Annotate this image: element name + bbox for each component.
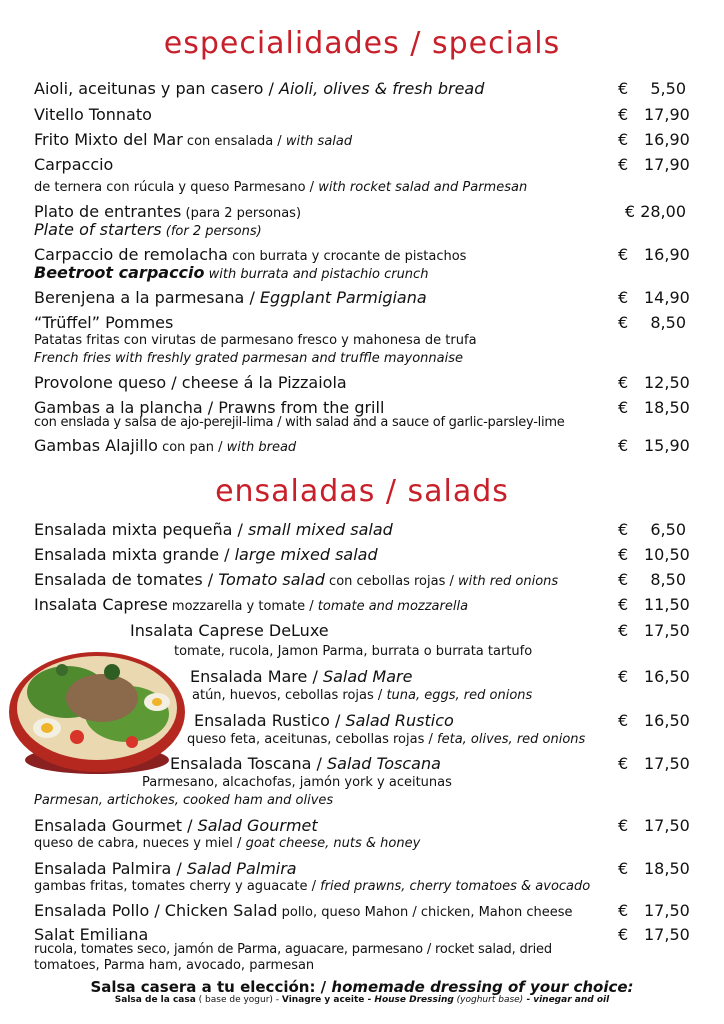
item-name-en: Plate of starters (for 2 persons)	[34, 220, 262, 239]
item-description: con enslada y salsa de ajo-perejil-lima / with salad and a sauce of garlic-parsley-lime	[34, 415, 565, 430]
item-name-en: Aioli, olives & fresh bread	[279, 79, 485, 98]
item-description: gambas fritas, tomates cherry y aguacate / fried prawns, cherry tomatoes & avocado	[34, 879, 591, 894]
menu-item: Insalata Caprese DeLuxe	[130, 621, 329, 640]
menu-item	[34, 373, 690, 392]
menu-item: Salat Emiliana	[34, 925, 149, 944]
item-price: € 11,50	[618, 595, 690, 614]
item-price: € 17,50	[618, 925, 690, 944]
item-price: € 17,90	[618, 155, 690, 174]
item-price: € 8,50	[618, 570, 686, 589]
item-description: de ternera con rúcula y queso Parmesano / with rocket salad and Parmesan	[34, 180, 528, 195]
menu-item	[34, 155, 690, 174]
item-price: € 12,50	[618, 373, 690, 392]
item-price: € 15,90	[618, 436, 690, 455]
menu-item: Ensalada Palmira / Salad Palmira	[34, 859, 297, 878]
menu-item: Ensalada Gourmet / Salad Gourmet	[34, 816, 318, 835]
item-price: € 16,90	[618, 130, 690, 149]
menu-item: Ensalada mixta grande / large mixed salad	[34, 545, 378, 564]
item-price: € 17,50	[618, 901, 690, 920]
menu-item	[34, 79, 686, 98]
menu-item	[34, 105, 690, 124]
specials-heading: especialidades / specials	[163, 26, 561, 61]
item-price: € 14,90	[618, 288, 690, 307]
item-price: € 17,50	[618, 754, 690, 773]
item-description: rucola, tomates seco, jamón de Parma, aguacare, parmesano / rocket salad, dried	[34, 942, 552, 957]
salads-heading: ensaladas / salads	[215, 474, 509, 509]
item-name: Aioli, aceitunas y pan casero /	[34, 79, 280, 98]
menu-item: Ensalada de tomates / Tomato salad con cebollas rojas / with red onions	[34, 570, 559, 589]
item-description-en: French fries with freshly grated parmesan and truffle mayonnaise	[34, 351, 463, 366]
menu-item: Ensalada Rustico / Salad Rustico	[194, 711, 454, 730]
item-name: Carpaccio	[34, 155, 114, 174]
item-name: Vitello Tonnato	[34, 105, 152, 124]
item-name: Gambas Alajillo	[34, 436, 158, 455]
item-price: € 5,50	[618, 79, 686, 98]
item-description: Parmesano, alcachofas, jamón york y aceitunas	[142, 775, 452, 790]
menu-item: Frito Mixto del Mar con ensalada / with salad	[34, 130, 353, 149]
menu-item: Insalata Caprese mozzarella y tomate / tomate and mozzarella	[34, 595, 469, 614]
menu-item: Berenjena a la parmesana / Eggplant Parmigiana	[34, 288, 427, 307]
menu-item: Ensalada mixta pequeña / small mixed salad	[34, 520, 393, 539]
menu-item: Ensalada Toscana / Salad Toscana	[170, 754, 441, 773]
item-name: Carpaccio de remolacha	[34, 245, 228, 264]
menu-item: Ensalada Pollo / Chicken Salad pollo, queso Mahon / chicken, Mahon cheese	[34, 901, 573, 920]
item-price: € 18,50	[618, 398, 690, 417]
item-name-en: Beetroot carpaccio with burrata and pistachio crunch	[34, 263, 429, 282]
item-price: € 28,00	[624, 202, 686, 221]
dressing-options: Salsa de la casa ( base de yogur) - Vinagre y aceite - House Dressing (yoghurt base) - vinegar and oil	[114, 995, 610, 1005]
menu-item: Carpaccio de remolacha con burrata y crocante de pistachos	[34, 245, 467, 264]
dressing-note: Salsa casera a tu elección: / homemade dressing of your choice:	[90, 978, 634, 996]
item-description: Patatas fritas con virutas de parmesano fresco y mahonesa de trufa	[34, 333, 477, 348]
item-description: tomate, rucola, Jamon Parma, burrata o burrata tartufo	[174, 644, 533, 659]
salad-bowl-image	[7, 642, 187, 778]
item-price: € 16,50	[618, 667, 690, 686]
item-price: € 16,90	[618, 245, 690, 264]
item-price: € 10,50	[618, 545, 690, 564]
item-description: queso de cabra, nueces y miel / goat cheese, nuts & honey	[34, 836, 421, 851]
item-description: queso feta, aceitunas, cebollas rojas / feta, olives, red onions	[187, 732, 586, 747]
item-name: Provolone queso / cheese á la Pizzaiola	[34, 373, 347, 392]
item-name: Frito Mixto del Mar	[34, 130, 183, 149]
item-price: € 17,90	[618, 105, 690, 124]
item-name: Plato de entrantes	[34, 202, 182, 221]
item-price: € 8,50	[618, 313, 686, 332]
menu-item: Ensalada Mare / Salad Mare	[190, 667, 413, 686]
item-price: € 17,50	[618, 816, 690, 835]
item-description: atún, huevos, cebollas rojas / tuna, eggs, red onions	[192, 688, 533, 703]
menu-item	[34, 313, 686, 332]
item-description-en: Parmesan, artichokes, cooked ham and olives	[34, 793, 334, 808]
item-name: Gambas a la plancha / Prawns from the grill	[34, 398, 385, 417]
menu-item: Plato de entrantes (para 2 personas)	[34, 202, 302, 221]
item-price: € 16,50	[618, 711, 690, 730]
item-price: € 17,50	[618, 621, 690, 640]
item-name: “Trüffel” Pommes	[34, 313, 174, 332]
item-price: € 18,50	[618, 859, 690, 878]
item-description: tomatoes, Parma ham, avocado, parmesan	[34, 958, 315, 973]
item-name: Berenjena a la parmesana /	[34, 288, 260, 307]
item-price: € 6,50	[618, 520, 686, 539]
menu-item: Gambas Alajillo con pan / with bread	[34, 436, 297, 455]
